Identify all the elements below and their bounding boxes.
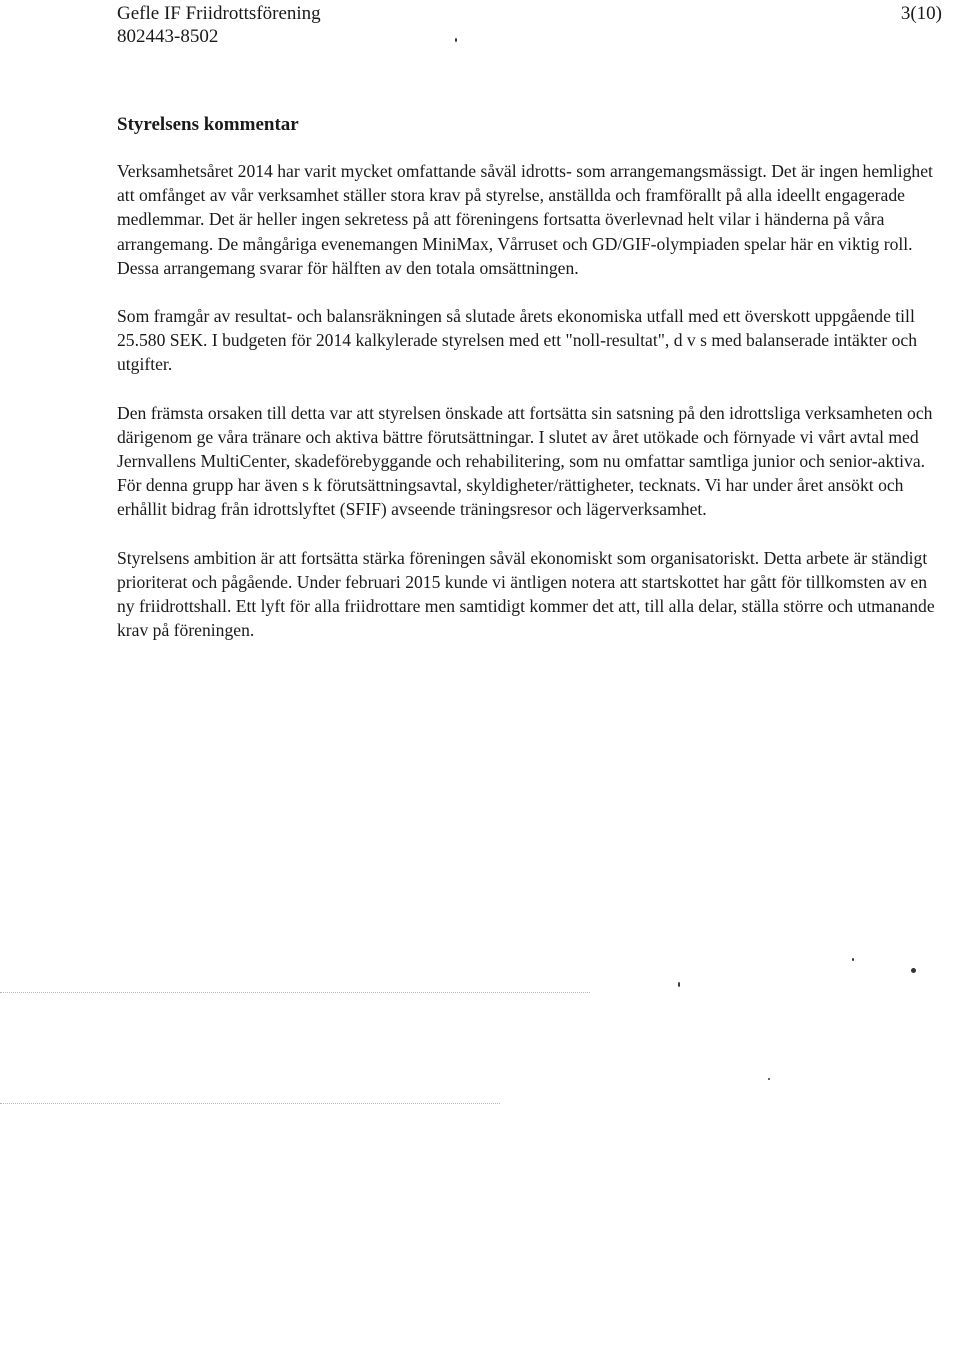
scan-speck	[678, 982, 680, 987]
paragraph-4: Styrelsens ambition är att fortsätta stärka föreningen såväl ekonomiskt som organisatoriskt. Detta arbete är ständigt prioriterat och pågående. Under februari 2015 kunde vi äntligen notera att startskottet har gått för tillkomsten av en ny friidrottshall. Ett lyft för alla friidrottare men samtidigt kommer det att, till alla delar, ställa större och utmanande krav på föreningen.	[117, 547, 935, 641]
organization-number: 802443-8502	[117, 26, 219, 47]
section-title: Styrelsens kommentar	[117, 114, 299, 135]
paragraph-3: Den främsta orsaken till detta var att styrelsen önskade att fortsätta sin satsning på den idrottsliga verksamheten och därigenom ge våra tränare och aktiva bättre förutsättningar. I slutet av året utökade och förnyade vi vårt avtal med Jernvallens MultiCenter, skadeförebyggande och rehabilitering, som nu omfattar samtliga junior och senior-aktiva. För denna grupp har även s k förutsättningsavtal, skyldigheter/rättigheter, tecknats. Vi har under året ansökt och erhållit bidrag från idrottslyftet (SFIF) avseende träningsresor och lägerverksamhet.	[117, 402, 933, 520]
scan-speck	[455, 38, 457, 42]
scan-speck	[768, 1078, 770, 1080]
paragraph-2: Som framgår av resultat- och balansräkningen så slutade årets ekonomiska utfall med ett överskott uppgående till 25.580 SEK. I budgeten för 2014 kalkylerade styrelsen med ett "noll-resultat", d v s med balanserade intäkter och utgifter.	[117, 306, 917, 375]
paragraph-1: Verksamhetsåret 2014 har varit mycket omfattande såväl idrotts- som arrangemangsmässigt. Det är ingen hemlighet att omfånget av vår verksamhet ställer stora krav på styrelse, anställda och framförallt på alla ideellt engagerade medlemmar. Det är heller ingen sekretess på att föreningens fortsatta överlevnad helt vilar i händerna på våra arrangemang. De mångåriga evenemangen MiniMax, Vårruset och GD/GIF-olympiaden spelar här en viktig roll. Dessa arrangemang svarar för hälften av den totala omsättningen.	[117, 161, 933, 278]
organization-name: Gefle IF Friidrottsförening	[117, 3, 321, 24]
scan-dotted-line	[0, 1103, 500, 1104]
scan-dotted-line	[0, 992, 590, 993]
page-number: 3(10)	[900, 3, 942, 24]
scan-speck	[852, 958, 854, 961]
header-left	[117, 2, 321, 48]
scan-speck	[911, 968, 916, 973]
section-body	[117, 159, 947, 666]
